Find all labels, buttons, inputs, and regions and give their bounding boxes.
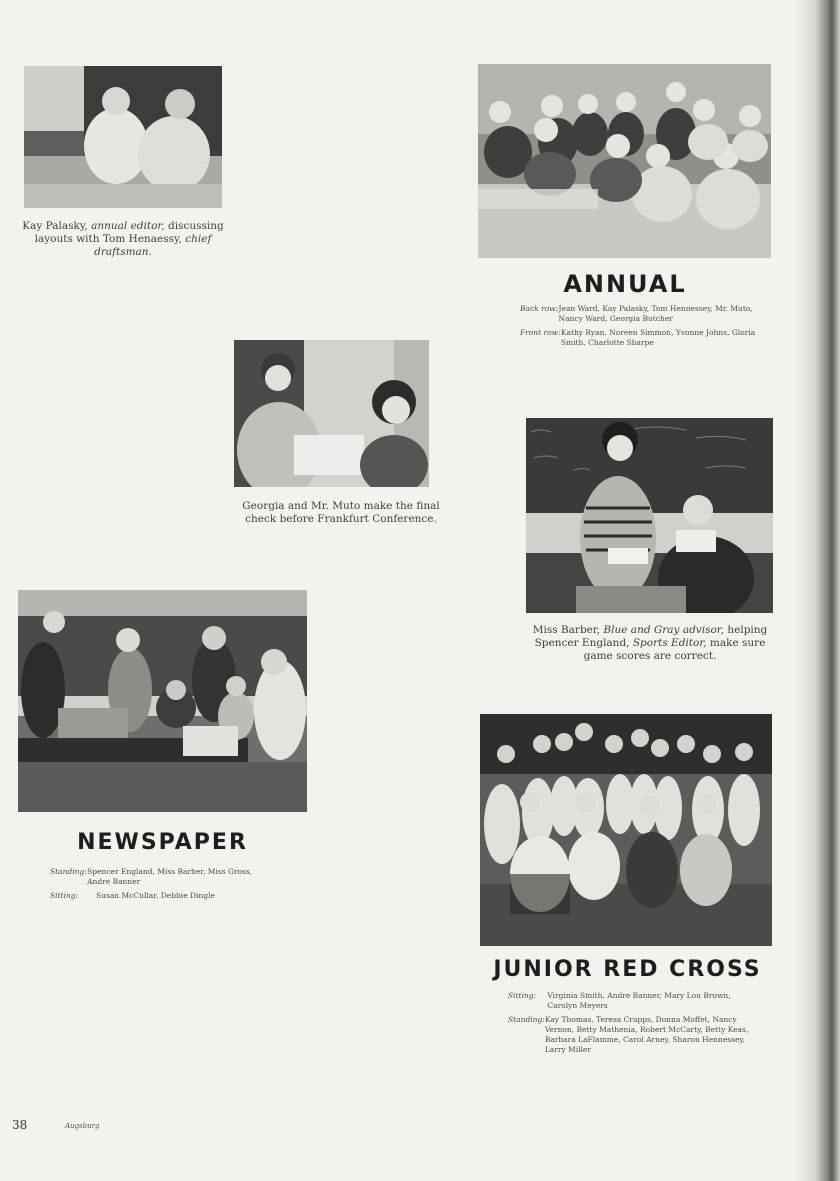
roster-names: Virginia Smith, Andre Banner, Mary Lou Brown, Carolyn Meyers <box>547 991 731 1010</box>
book-spine-shadow <box>794 0 840 1181</box>
roster-names: Jean Ward, Kay Palasky, Tom Hennessey, Mr. Muto, Nancy Ward, Georgia Butcher <box>558 304 753 323</box>
newspaper-heading: NEWSPAPER <box>77 830 248 855</box>
newspaper-staff-photo <box>18 590 307 812</box>
roster-label: Standing: <box>50 867 87 876</box>
page-number: 38 <box>12 1118 28 1132</box>
caption-text: Kay Palasky, <box>22 220 92 232</box>
final-check-caption: Georgia and Mr. Muto make the final check before Frankfurt Conference. <box>242 500 440 525</box>
roster-label: Sitting: <box>508 991 537 1000</box>
junior-red-cross-heading: JUNIOR RED CROSS <box>493 957 762 982</box>
final-check-photo <box>234 340 429 487</box>
roster-label: Standing: <box>508 1015 545 1024</box>
annual-back-row <box>520 304 765 324</box>
blue-and-gray-advisor-photo <box>526 418 773 613</box>
roster-names: Susan McCullar, Debbie Dingle <box>96 891 215 900</box>
red-cross-sitting-row <box>508 991 758 1011</box>
annual-roster <box>520 304 765 348</box>
red-cross-roster <box>508 991 758 1055</box>
annual-front-row <box>520 328 765 348</box>
junior-red-cross-photo <box>480 714 772 946</box>
red-cross-standing-row <box>508 1015 758 1055</box>
publication-name: Augsburg <box>65 1122 100 1130</box>
roster-names: Kathy Ryan, Noreen Simmon, Yvonne Johns, Gloria Smith, Charlotte Sharpe <box>560 328 756 347</box>
roster-names: Kay Thomas, Teresa Crapps, Donna Moffet, Nancy Vernon, Betty Mathenia, Robert McCarty, Betty Keas, Barbara LaFlamme, Carol Arney, Sharon Hennessey, Larry Miller <box>544 1015 749 1054</box>
newspaper-standing-row <box>50 867 265 887</box>
caption-text: discussing layouts with Tom Henaessy, <box>34 220 224 245</box>
caption-italic-text: chief draftsman. <box>94 233 212 258</box>
annual-editor-caption <box>18 220 228 259</box>
annual-heading: ANNUAL <box>563 270 687 298</box>
roster-label: Sitting: <box>50 891 79 900</box>
roster-label: Front row: <box>520 328 561 337</box>
annual-staff-photo <box>478 64 771 258</box>
advisor-caption <box>522 624 778 663</box>
caption-italic-text: Blue and Gray advisor, <box>603 624 725 636</box>
caption-text: Miss Barber, <box>532 624 604 636</box>
caption-italic-text: annual editor, <box>91 220 165 232</box>
newspaper-roster <box>50 867 265 901</box>
caption-italic-text: Sports Editor, <box>632 637 707 649</box>
caption-text: make sure game scores are correct. <box>583 637 766 662</box>
newspaper-sitting-row <box>50 891 265 901</box>
roster-names: Spencer England, Miss Barber, Miss Gross, Andre Banner <box>87 867 253 886</box>
caption-text: helping Spencer England, <box>534 624 768 649</box>
roster-label: Back row: <box>520 304 559 313</box>
annual-editor-photo <box>24 66 222 208</box>
